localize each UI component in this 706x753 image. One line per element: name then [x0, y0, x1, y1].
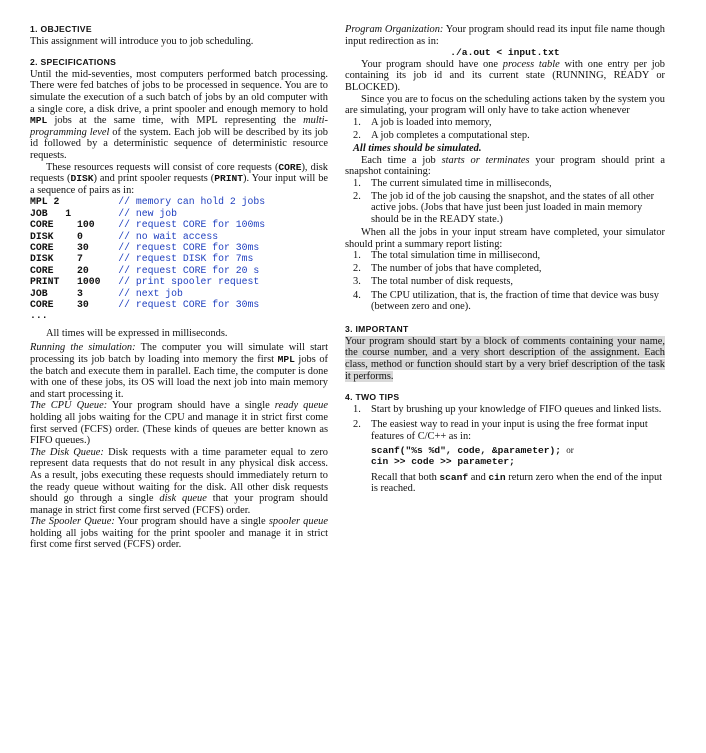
code-line [30, 276, 328, 287]
input-example-code-block [30, 196, 328, 321]
scanf-example: scanf("%s %d", code, &parameter); or [371, 444, 574, 456]
code-command: CORE 20 [30, 264, 119, 276]
code-line [30, 231, 328, 242]
code-comment: // request CORE for 30ms [118, 241, 260, 253]
code-line [30, 299, 328, 310]
summary-list [345, 250, 665, 312]
right-column [345, 24, 665, 496]
code-comment: // new job [118, 207, 177, 219]
disk-queue-paragraph: The Disk Queue: Disk requests with a time parameter equal to zero represent data requests that do not result in any physical disk access. As a result, jobs executing these requests should immediately return to the ready queue without waiting for the disk. All other disk requests should go through a single disk queue that your program should manage in strict first come first served (FCFS) order. [30, 446, 328, 516]
code-line [30, 253, 328, 264]
code-line [30, 310, 328, 321]
list-item: 1. The current simulated time in milliseconds, [353, 177, 552, 189]
list-item: 2. The number of jobs that have completed, [353, 263, 542, 275]
code-comment: // request CORE for 30ms [118, 298, 260, 310]
summary-paragraph: When all the jobs in your input stream have completed, your simulator should print a summary report listing: [345, 227, 665, 250]
code-command: JOB 3 [30, 287, 119, 299]
scheduling-paragraph: Since you are to focus on the scheduling actions taken by the system you are simulating, your program will only have to take action whenever [345, 93, 665, 117]
section-objective-title: 1. OBJECTIVE [30, 24, 92, 34]
recall-note: Recall that both scanf and cin return zero when the end of the input is reached. [371, 471, 663, 495]
list-item: 3. The total number of disk requests, [353, 276, 513, 288]
action-list [345, 117, 665, 142]
objective-text: This assignment will introduce you to job scheduling. [30, 35, 254, 47]
section-tips-title: 4. TWO TIPS [345, 392, 400, 403]
cin-example: cin >> code >> parameter; [371, 456, 515, 468]
program-organization-paragraph: Program Organization: Your program should read its input file name though input redirection as in: [345, 24, 665, 47]
code-comment: // request CORE for 100ms [118, 219, 266, 231]
run-command: ./a.out < input.txt [450, 47, 560, 59]
list-item: 2. The job id of the job causing the snapshot, and the states of all other active jobs. (Jobs that have just been just loaded in main memory should be in the READY state.) [353, 190, 655, 225]
code-command: DISK 7 [30, 253, 119, 265]
list-item: 1. Start by brushing up your knowledge of FIFO queues and linked lists. [353, 403, 662, 415]
code-comment: // next job [118, 287, 183, 299]
tips-list [345, 404, 665, 495]
code-comment: // request CORE for 20 s [118, 264, 260, 276]
list-item: 1. The total simulation time in millisecond, [353, 250, 541, 262]
code-line [30, 208, 328, 219]
code-comment: // print spooler request [118, 276, 260, 288]
code-line [30, 265, 328, 276]
code-command: CORE 100 [30, 219, 119, 231]
left-column [30, 24, 328, 551]
code-command: CORE 30 [30, 241, 119, 253]
important-text: Your program should start by a block of comments containing your name, the course number, and a very short description of the assignment. Each class, method or function should start by a very brief description of the task it performs. [345, 335, 665, 382]
code-line [30, 242, 328, 253]
specifications-paragraph-1: Until the mid-seventies, most computers performed batch processing. There were fed batches of jobs to be processed in sequence. You are to simulate the execution of a such batch of jobs by an old computer with a single core, a disk drive, a print spooler and enough memory to hold MPL jobs at the same time, with MPL representing the multi-programming level of the system. Each job will be described by its job id followed by a deterministic sequence of deterministic resource requests. [30, 68, 328, 161]
code-line [30, 288, 328, 299]
list-item: 4. The CPU utilization, that is, the fraction of time that device was busy (between zero and one). [353, 289, 659, 313]
code-command: PRINT 1000 [30, 276, 119, 288]
code-comment: // request DISK for 7ms [118, 253, 254, 265]
times-note: All times will be expressed in milliseconds. [46, 327, 228, 339]
snapshot-list [345, 178, 665, 226]
section-important-title: 3. IMPORTANT [345, 324, 409, 335]
process-table-paragraph: Your program should have one process table with one entry per job containing its job id and its current state (RUNNING, READY or BLOCKED). [345, 58, 665, 93]
code-line [30, 219, 328, 230]
code-comment: // no wait access [118, 230, 219, 242]
list-item: 1. A job is loaded into memory, [353, 116, 492, 128]
specifications-paragraph-2: These resources requests will consist of core requests (CORE), disk requests (DISK) and print spooler requests (PRINT). Your input will be a sequence of pairs as in: [30, 161, 329, 196]
all-times-note: All times should be simulated. [353, 142, 482, 154]
code-command: DISK 0 [30, 230, 119, 242]
running-simulation-paragraph: Running the simulation: The computer you will simulate will start processing its job batch by loading into memory the first MPL jobs of the batch and execute them in parallel. Each time, the computer is done with one of these jobs, its OS will load the next job into main memory and start processing it. [30, 342, 329, 400]
cpu-queue-paragraph: The CPU Queue: Your program should have a single ready queue holding all jobs waiting for the CPU and manage it in strict first come first served (FCFS) order. (These kinds of queues are better known as FIFO queues.) [30, 400, 328, 447]
code-command: JOB 1 [30, 207, 119, 219]
code-command: ... [30, 310, 48, 322]
spooler-queue-paragraph: The Spooler Queue: Your program should have a single spooler queue holding all jobs waiting for the print spooler and manage it in strict first come first served (FCFS) order. [30, 516, 328, 551]
list-item: 2. The easiest way to read in your input is using the free format input features of C/C++ as in: scanf("%s %d", code, &parameter); or cin >> code >> parameter; Recall that both scanf and cin return zero when the end of the input is reached. [345, 419, 665, 495]
code-line [30, 196, 328, 207]
snapshot-paragraph: Each time a job starts or terminates your program should print a snapshot containing: [345, 154, 666, 178]
code-command: CORE 30 [30, 298, 119, 310]
section-specifications-title: 2. SPECIFICATIONS [30, 57, 117, 68]
code-command: MPL 2 [30, 196, 119, 208]
code-comment: // memory can hold 2 jobs [118, 196, 266, 208]
list-item: 2. A job completes a computational step. [353, 129, 530, 141]
